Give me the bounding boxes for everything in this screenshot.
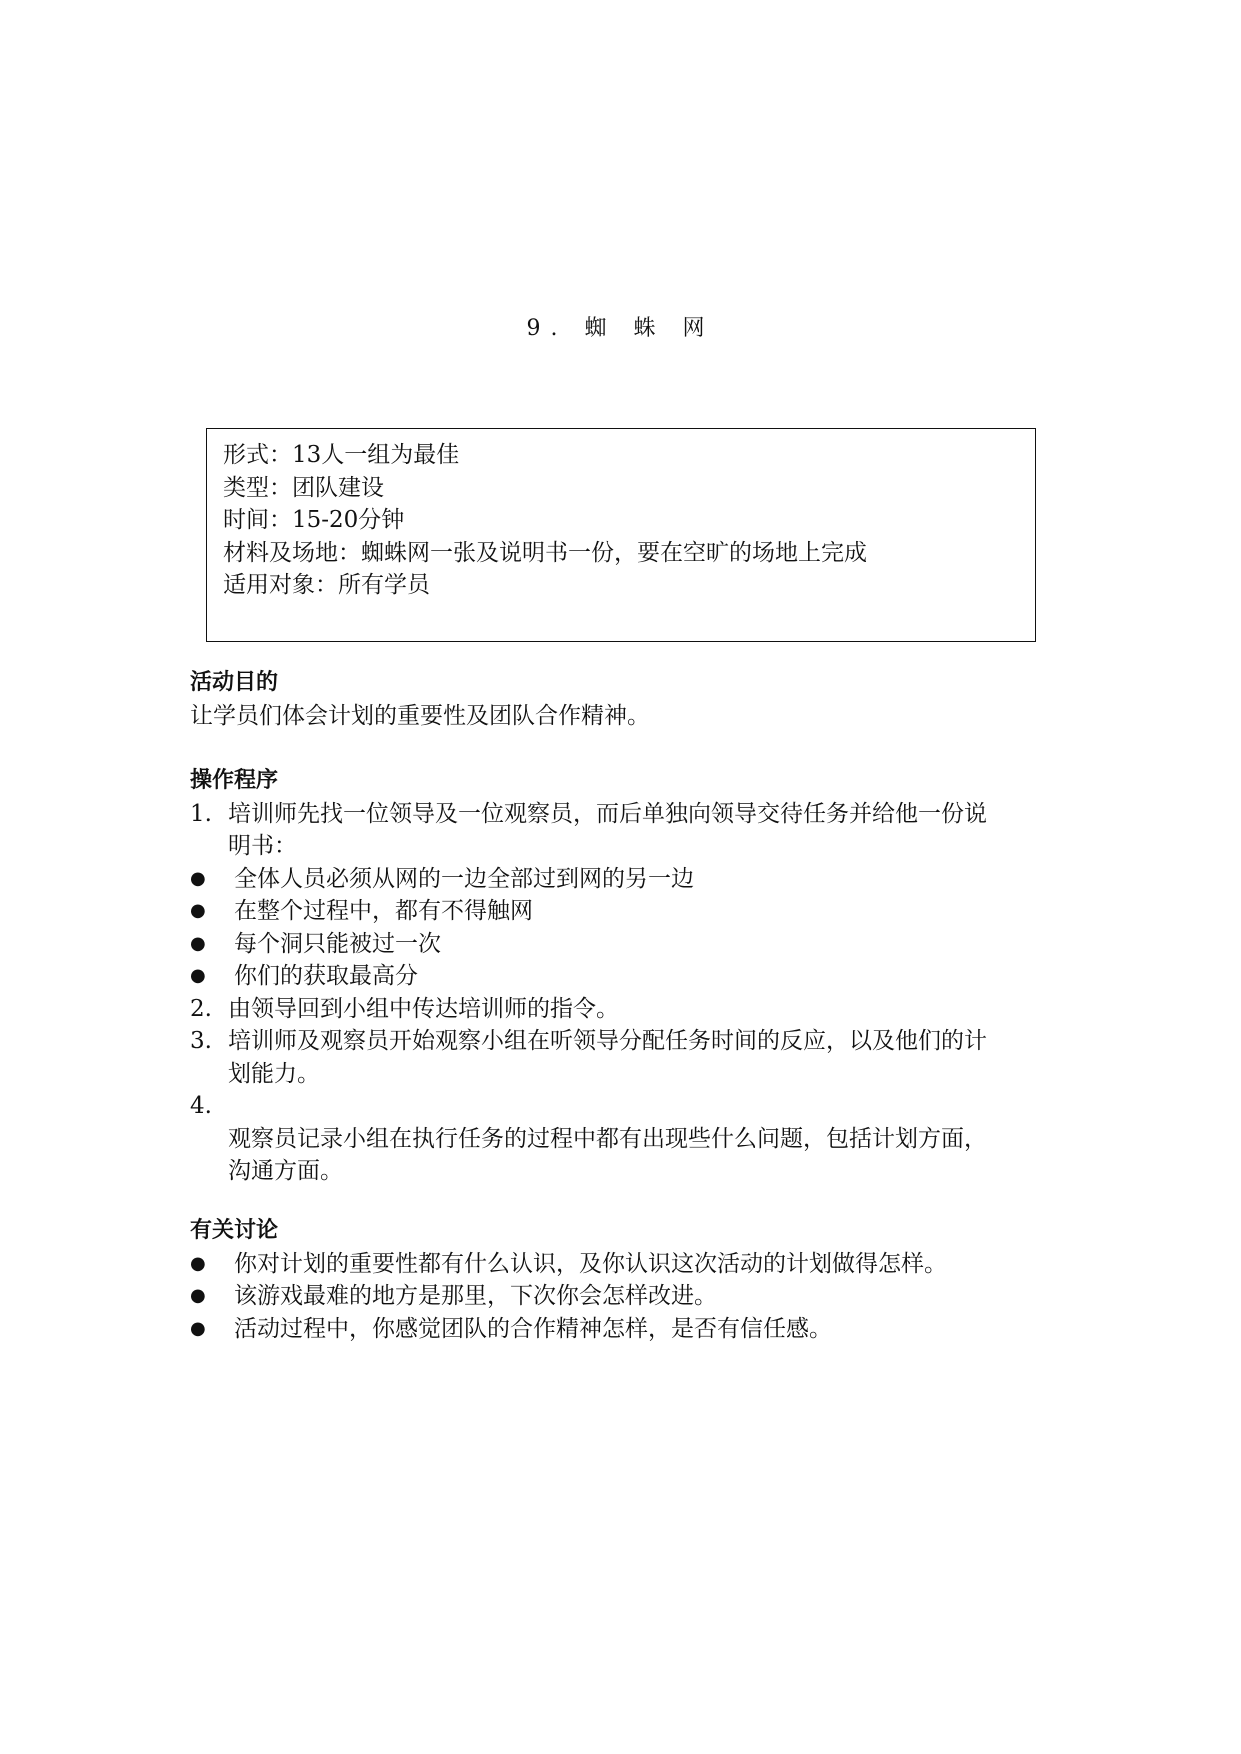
bullet-text: 每个洞只能被过一次: [234, 930, 441, 957]
bullet-icon: ●: [190, 1317, 206, 1339]
bullet-text: 你们的获取最高分: [234, 963, 418, 989]
discussion-item: [190, 1280, 1070, 1313]
bullet-icon: ●: [190, 900, 206, 921]
step-text: 培训师先找一位领导及一位观察员，而后单独向领导交待任务并给他一份说: [228, 800, 987, 827]
info-materials: 材料及场地：蜘蛛网一张及说明书一份，要在空旷的场地上完成: [223, 539, 867, 566]
step-text: 培训师及观察员开始观察小组在听领导分配任务时间的反应，以及他们的计: [228, 1028, 987, 1054]
step-text: 沟通方面。: [228, 1158, 343, 1184]
bullet-icon: ●: [190, 932, 206, 954]
bullet-icon: ●: [190, 867, 206, 889]
discussion-text: 活动过程中，你感觉团队的合作精神怎样，是否有信任感。: [234, 1315, 832, 1342]
bullet-text: 在整个过程中，都有不得触网: [234, 898, 533, 924]
step-text: 明书：: [228, 833, 297, 859]
bullet-text: 全体人员必须从网的一边全部过到网的另一边: [234, 865, 694, 892]
procedure-bullet: [190, 960, 1070, 993]
step-number: 1.: [190, 800, 212, 827]
procedure-bullet: [190, 895, 1070, 928]
discussion-heading: 有关讨论: [190, 1218, 279, 1243]
info-audience: 适用对象：所有学员: [223, 572, 430, 598]
step-number: 4.: [190, 1093, 212, 1119]
objective-heading: 活动目的: [190, 670, 279, 695]
bullet-icon: ●: [190, 1252, 206, 1274]
procedure-section: [190, 765, 1070, 1188]
step-text: 由领导回到小组中传达培训师的指令。: [228, 995, 619, 1022]
step-number: 3.: [190, 1028, 212, 1054]
info-format: 形式：13人一组为最佳: [223, 442, 460, 468]
info-time: 时间：15-20分钟: [223, 507, 405, 533]
discussion-item: [190, 1248, 1070, 1281]
info-box: [206, 428, 1036, 642]
objective-section: [190, 667, 1070, 732]
discussion-text: 该游戏最难的地方是那里，下次你会怎样改进。: [234, 1283, 717, 1309]
procedure-step-2: [190, 993, 1070, 1026]
discussion-section: [190, 1215, 1070, 1345]
procedure-step-1: [190, 798, 1070, 863]
discussion-text: 你对计划的重要性都有什么认识，及你认识这次活动的计划做得怎样。: [234, 1250, 947, 1277]
bullet-icon: ●: [190, 1285, 206, 1306]
page-title: 9. 蜘 蛛 网: [526, 316, 715, 341]
procedure-step-4: [190, 1090, 1070, 1188]
objective-text: 让学员们体会计划的重要性及团队合作精神。: [190, 702, 650, 729]
procedure-bullet: [190, 928, 1070, 961]
procedure-bullet: [190, 863, 1070, 896]
step-number: 2.: [190, 995, 212, 1022]
info-type: 类型：团队建设: [223, 474, 384, 501]
step-text: 观察员记录小组在执行任务的过程中都有出现些什么问题，包括计划方面，: [228, 1125, 987, 1152]
step-text: 划能力。: [228, 1060, 320, 1087]
procedure-heading: 操作程序: [190, 768, 279, 793]
bullet-icon: ●: [190, 965, 206, 986]
discussion-item: [190, 1313, 1070, 1346]
procedure-step-3: [190, 1025, 1070, 1090]
